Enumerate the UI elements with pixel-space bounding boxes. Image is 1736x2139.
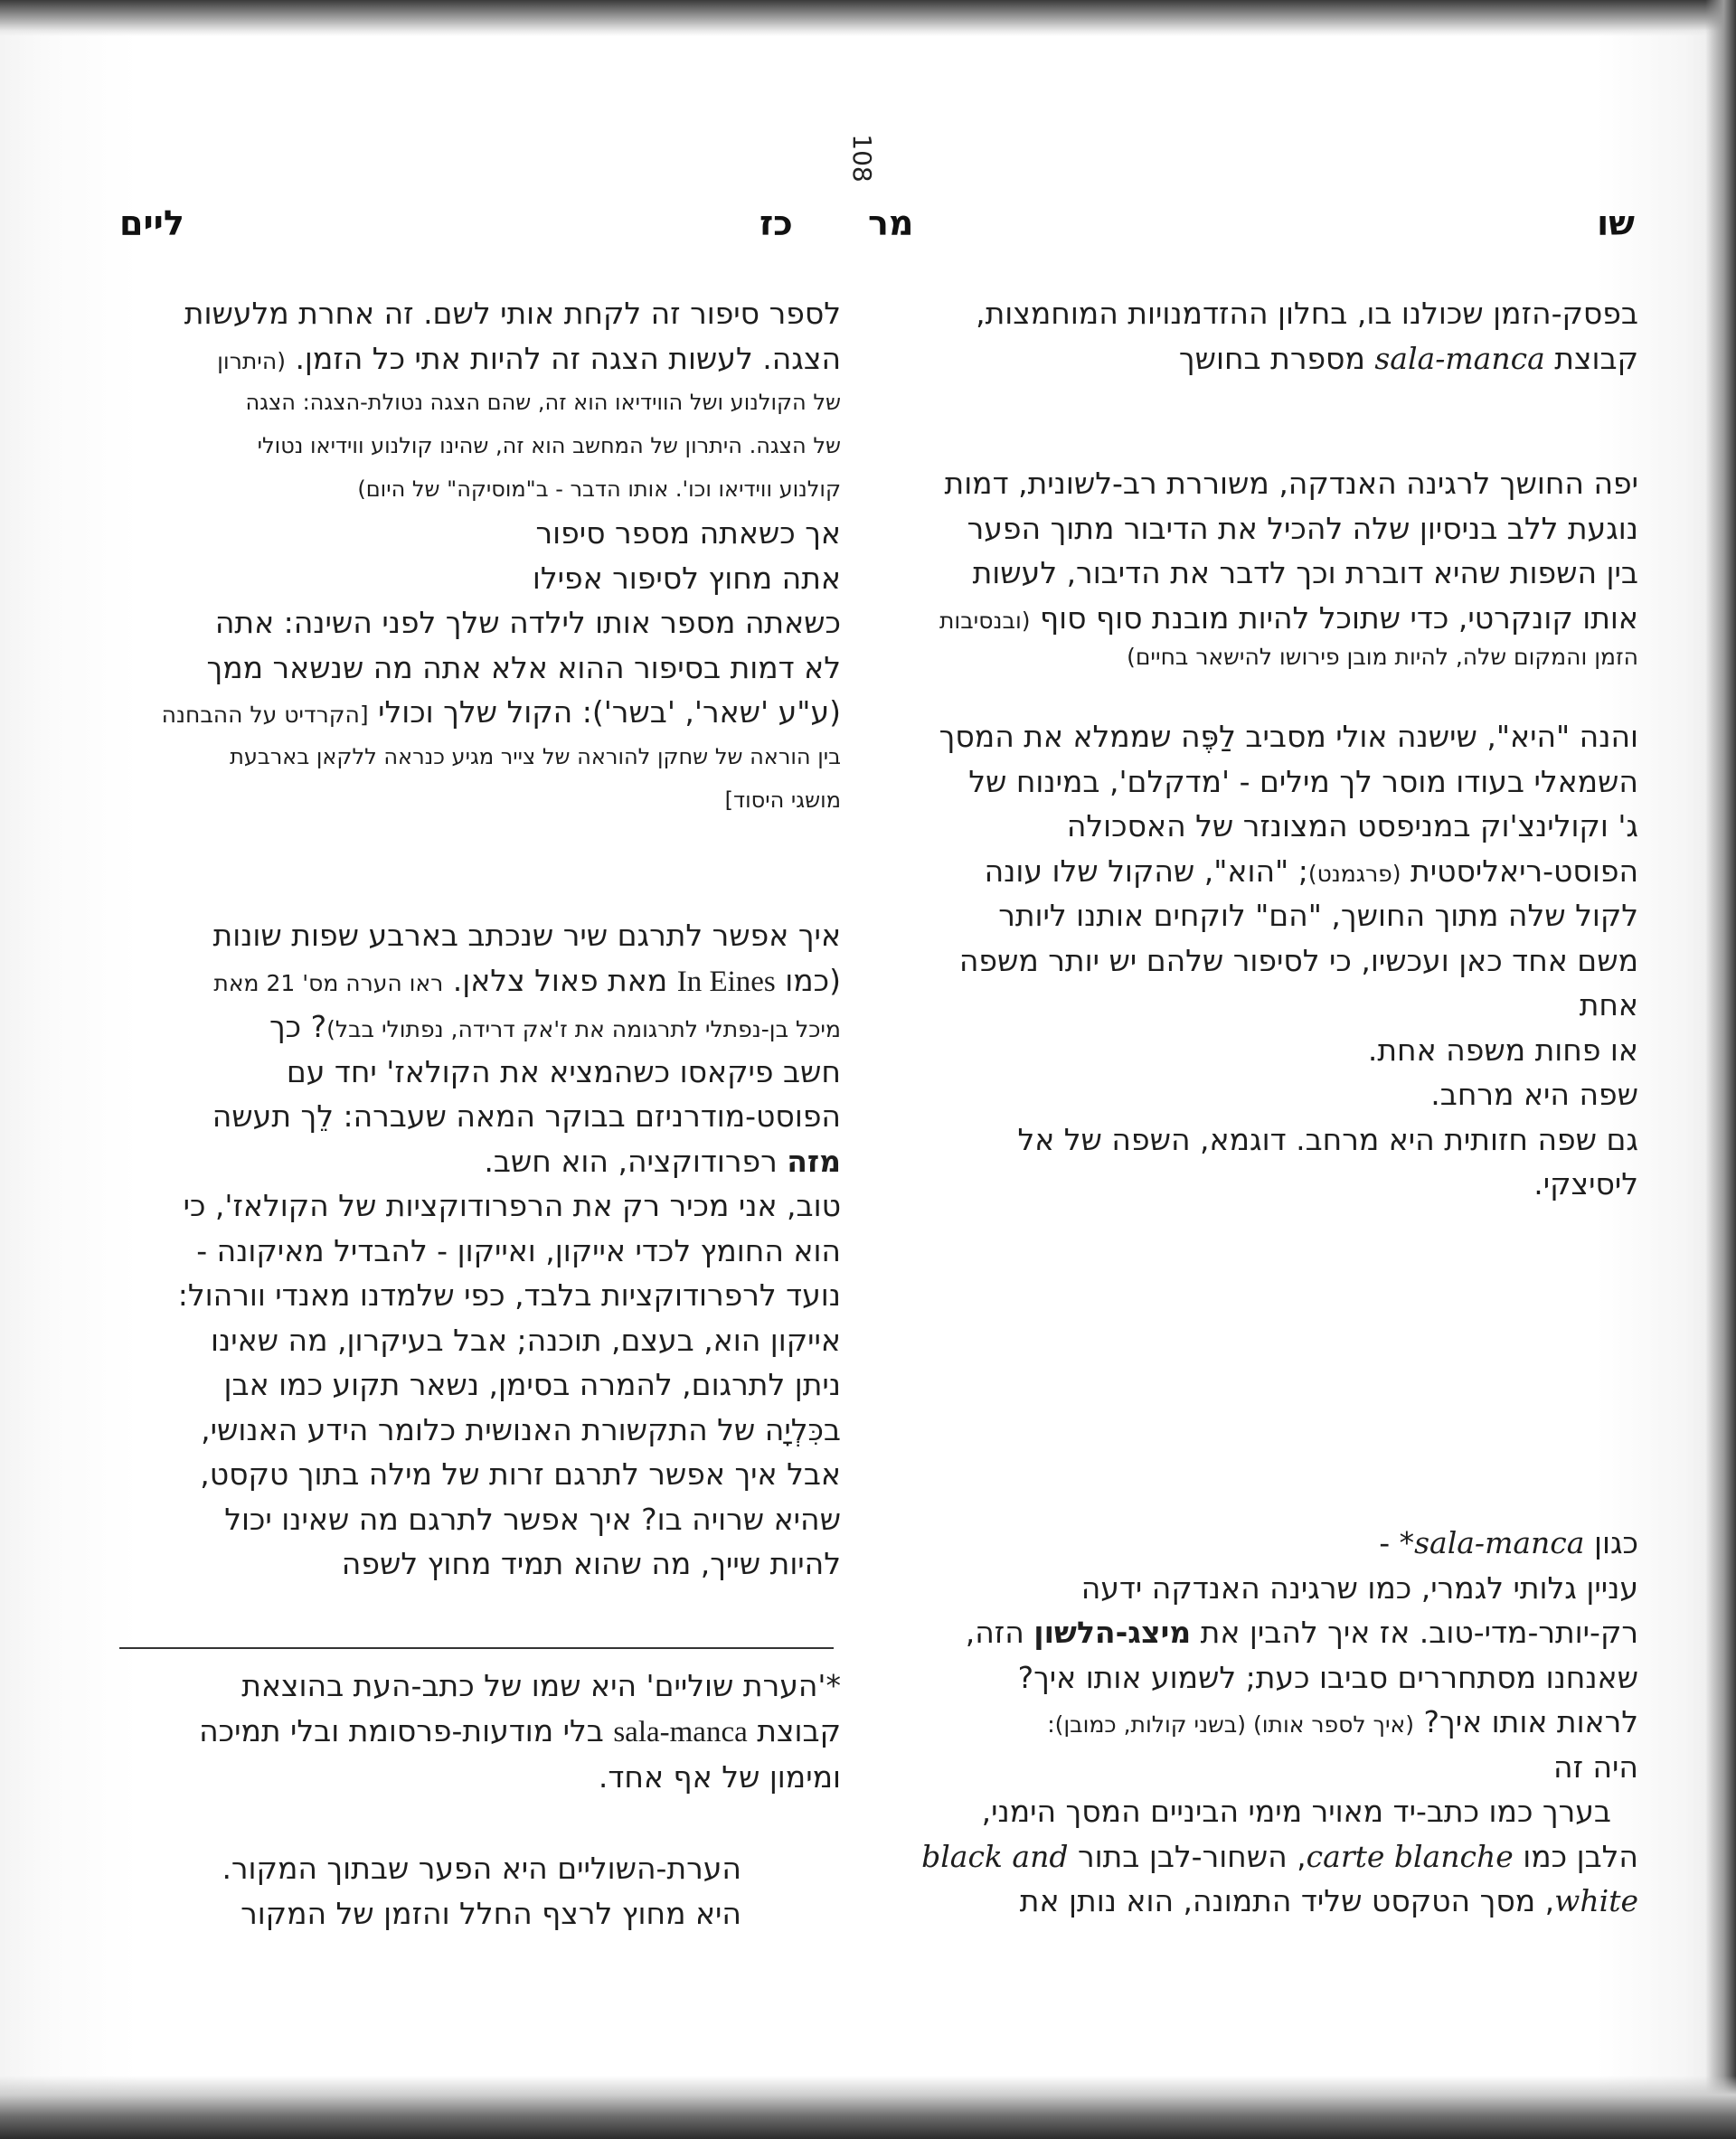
text-line: חשב פיקאסו כשהמציא את הקולאז' יחד עם	[286, 1053, 841, 1089]
text-line: קולנוע ווידיאו וכו'. אותו הדבר - ב"מוסיקה" של היום)	[357, 476, 841, 502]
text-line: (כמו In Eines מאת פאול צלאן. ראו הערה מס' 21 מאת	[213, 962, 841, 998]
text-line: מזה רפרודוקציה, הוא חשב.	[484, 1143, 841, 1179]
parenthetical-note	[118, 735, 841, 822]
text-line: אחת	[1579, 987, 1638, 1022]
page-number: 108	[847, 134, 877, 183]
footnote	[118, 1663, 841, 1800]
text-line: היה זה	[1553, 1748, 1638, 1785]
text-line: של הקולנוע ושל הווידיאו הוא זה, שהם הצגה נטולת-הצגה: הצגה	[245, 390, 841, 415]
right-column-paragraph-2	[933, 461, 1638, 674]
text-line: (ע"ע 'שאר', 'בשר'): הקול שלך וכולי [הקרדיט על ההבחנה	[161, 694, 841, 730]
left-column-paragraph-2	[118, 913, 841, 1587]
text-line: הוא החומץ לכדי אייקון, ואייקון - להבדיל מאיקונה -	[196, 1232, 841, 1268]
text-line: והנה "היא", שישנה אולי מסביב לַפֶּה שממלא את המסך	[939, 719, 1638, 754]
scan-shadow-bottom	[0, 2076, 1736, 2139]
text-line: עניין גלותי לגמרי, כמו שרגינה האנדקה ידעה	[1080, 1569, 1638, 1606]
scan-shadow-right	[1705, 0, 1736, 2139]
text-line: אותו קונקרטי, כדי שתוכל להיות מובנת סוף סוף (ובנסיבות	[939, 599, 1638, 636]
text-line: נוגעת ללב בניסיון שלה להכיל את הדיבור מתוך הפער	[967, 510, 1638, 546]
parenthetical-note	[118, 381, 841, 511]
text-line: בין הוראה של שחקן להוראה של צייר מגיע כנראה ללקאן בארבעת	[230, 743, 841, 769]
text-line: הזמן והמקום שלה, להיות מובן פירושו להישאר בחיים)	[1127, 644, 1638, 670]
text-line: מיכל בן-נפתלי לתרגומה את ז'אק דרידה, נפתולי בבל)? כך	[269, 1009, 841, 1044]
text-line: רק-יותר-מדי-טוב. אז איך להבין את מיצג-הלשון הזה,	[965, 1615, 1638, 1650]
text-line: בפסק-הזמן שכולנו בו, בחלון ההזדמנויות המוחמצות,	[976, 296, 1638, 331]
text-line: כשאתה מספר אותו לילדה שלך לפני השינה: אתה	[214, 605, 841, 640]
text-line: אך כשאתה מספר סיפור	[535, 515, 841, 551]
text-line: אייקון הוא, בעצם, תוכנה; אבל בעיקרון, מה שאינו	[211, 1322, 841, 1358]
text-line: שהיא שרויה בו? איך אפשר לתרגם מה שאינו יכול	[224, 1501, 841, 1537]
text-line: הפוסט-ריאליסטית (פרגמנט); "הוא", שהקול שלו עונה	[984, 853, 1638, 889]
text-line: כגון sala-manca* -	[1379, 1525, 1638, 1560]
header-word-center-right: מר	[868, 203, 914, 243]
text-line: שאנחנו מסתחררים סביבו כעת; לשמוע אותו איך?	[1017, 1659, 1638, 1695]
scan-shadow-top	[0, 0, 1736, 36]
right-column-paragraph-3	[933, 714, 1638, 1207]
text-line: בכִּלְיָה של התקשורת האנושית כלומר הידע האנושי,	[201, 1411, 841, 1447]
text-line: לא דמות בסיפור ההוא אלא אתה מה שנשאר ממך	[206, 649, 841, 685]
closing-paragraph	[118, 1846, 841, 1936]
text-line: מושגי היסוד]	[724, 787, 841, 813]
text-line: שפה היא מרחב.	[1430, 1077, 1638, 1112]
text-line: לראות אותו איך? (איך לספר אותו) (בשני קולות, כמובן):	[1047, 1704, 1638, 1739]
left-column-paragraph-1	[118, 291, 841, 822]
right-column-intro	[933, 291, 1638, 381]
text-line: קבוצת sala-manca מספרת בחושך	[1178, 340, 1638, 376]
text-line: בין השפות שהיא דוברת וכך לדבר את הדיבור, לעשות	[972, 555, 1638, 590]
text-line: איך אפשר לתרגם שיר שנכתב בארבע שפות שונות	[212, 918, 841, 953]
header-word-center-left: כז	[760, 203, 793, 243]
right-column-paragraph-4	[915, 1521, 1638, 1924]
text-line: לקול שלה מתוך החושך, "הם" לוקחים אותנו ליותר	[998, 898, 1638, 933]
text-line: יפה החושך לרגינה האנדקה, משוררת רב-לשונית, דמות	[944, 466, 1638, 501]
text-line: הצגה. לעשות הצגה זה להיות אתי כל הזמן. (היתרון	[217, 340, 841, 376]
text-line: אתה מחוץ לסיפור אפילו	[532, 560, 841, 596]
text-line: היא מחוץ לרצף החלל והזמן של המקור	[241, 1895, 741, 1931]
text-line: להיות שייך, מה שהוא תמיד מחוץ לשפה	[341, 1546, 841, 1581]
text-line: *'הערת שוליים' היא שמו של כתב-העת בהוצאת	[241, 1668, 841, 1703]
header-word-left: ליים	[119, 203, 184, 243]
text-line: white, מסך הטקסט שליד התמונה, הוא נותן את	[1019, 1883, 1638, 1918]
footnote-divider	[119, 1647, 834, 1649]
text-line: נועד לרפרודוקציות בלבד, כפי שלמדנו מאנדי וורהול:	[177, 1277, 841, 1313]
text-line: ג' וקולינצ'וק במניפסט המצונזר של האסכולה	[1066, 808, 1638, 843]
text-line: השמאלי בעודו מוסר לך מילים - 'מדקלם', במינוח של	[968, 763, 1638, 799]
text-line: או פחות משפה אחת.	[1367, 1032, 1638, 1068]
text-line: לספר סיפור זה לקחת אותי לשם. זה אחרת מלעשות	[184, 296, 841, 331]
text-line: הערת-השוליים היא הפער שבתוך המקור.	[222, 1851, 741, 1886]
text-line: גם שפה חזותית היא מרחב. דוגמא, השפה של אל	[1017, 1121, 1638, 1157]
text-line: אבל איך אפשר לתרגם זרות של מילה בתוך טקסט,	[200, 1456, 841, 1492]
text-line: טוב, אני מכיר רק את הרפרודוקציות של הקולאז', כי	[183, 1188, 841, 1223]
text-line: בערך כמו כתב-יד מאויר מימי הביניים המסך הימני,	[981, 1794, 1611, 1829]
text-line: של הצגה. היתרון של המחשב הוא זה, שהינו קולנוע ווידיאו נטולי	[257, 433, 841, 458]
text-line: קבוצת sala-manca בלי מודעות-פרסומת ובלי תמיכה	[199, 1712, 841, 1748]
text-line: ליסיצקי.	[1533, 1166, 1638, 1201]
text-line: משם אחד כאן ועכשיו, כי לסיפור שלהם יש יותר משפה	[958, 942, 1638, 978]
text-line: הלבן כמו carte blanche, השחור-לבן בתור black and	[921, 1838, 1638, 1874]
text-line: ומימון של אף אחד.	[598, 1759, 841, 1795]
text-line: הפוסט-מודרניזם בבוקר המאה שעברה: לֵך תעשה	[212, 1098, 841, 1134]
header-word-right: שו	[1597, 203, 1635, 243]
text-line: ניתן לתרגום, להמרה בסימן, נשאר תקוע כמו אבן	[223, 1367, 841, 1402]
